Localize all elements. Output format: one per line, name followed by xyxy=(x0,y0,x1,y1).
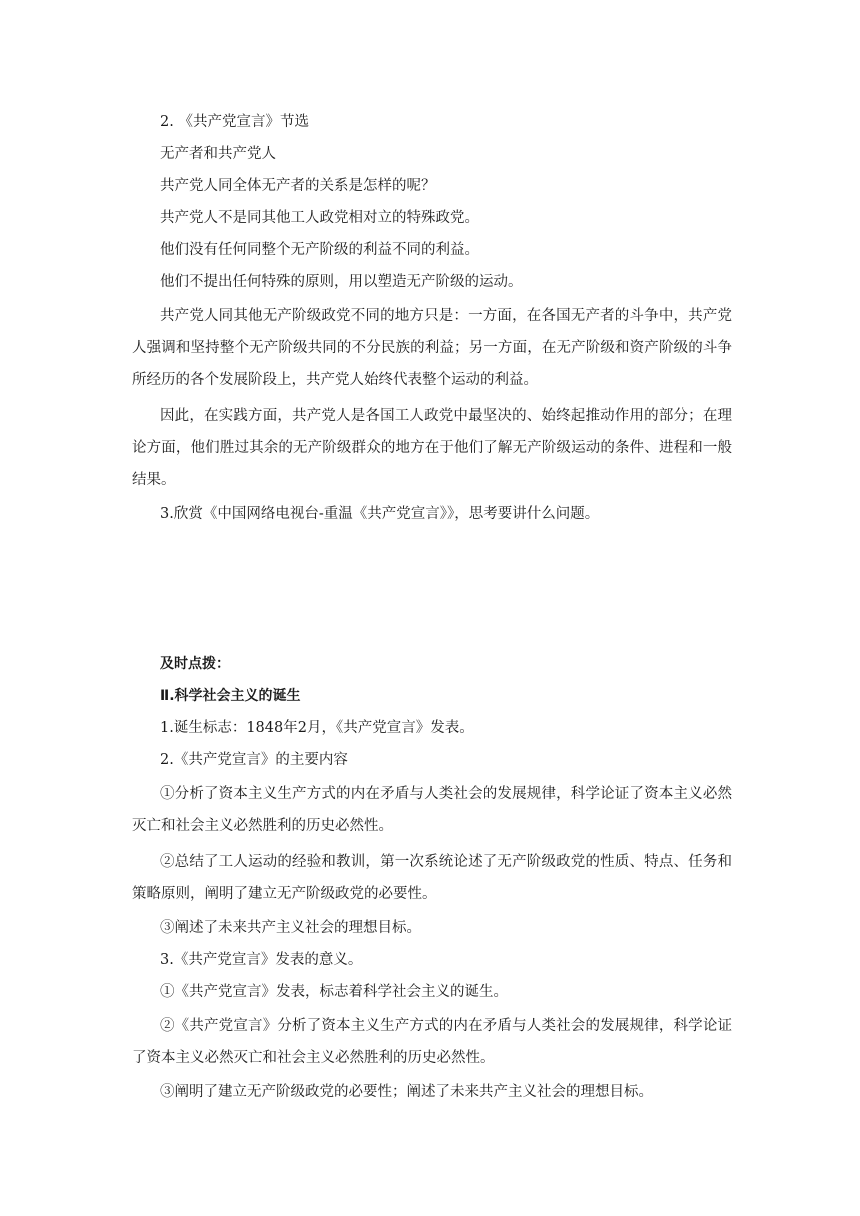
tip-heading: 及时点拨： xyxy=(160,656,230,672)
list-item: ②总结了工人运动的经验和教训，第一次系统论述了无产阶级政党的性质、特点、任务和策略原则，阐明了建立无产阶级政党的必要性。 xyxy=(132,854,732,902)
tips-section xyxy=(132,650,732,1110)
list-item: ③阐明了建立无产阶级政党的必要性；阐述了未来共产主义社会的理想目标。 xyxy=(160,1084,653,1100)
list-item: ②《共产党宣言》分析了资本主义生产方式的内在矛盾与人类社会的发展规律，科学论证了资本主义必然灭亡和社会主义必然胜利的历史必然性。 xyxy=(132,1018,732,1066)
paragraph: 他们不提出任何特殊的原则，用以塑造无产阶级的运动。 xyxy=(160,274,523,290)
list-item: 2.《共产党宣言》的主要内容 xyxy=(160,752,348,768)
excerpt-title: 2. 《共产党宣言》节选 xyxy=(160,114,309,130)
excerpt-subtitle: 无产者和共产党人 xyxy=(160,146,276,162)
list-item: ①分析了资本主义生产方式的内在矛盾与人类社会的发展规律，科学论证了资本主义必然灭亡和社会主义必然胜利的历史必然性。 xyxy=(132,786,732,834)
list-item: ①《共产党宣言》发表，标志着科学社会主义的诞生。 xyxy=(160,984,508,1000)
paragraph: 共产党人不是同其他工人政党相对立的特殊政党。 xyxy=(160,210,479,226)
list-item: ③阐述了未来共产主义社会的理想目标。 xyxy=(160,920,421,936)
section-heading: Ⅱ.科学社会主义的诞生 xyxy=(160,688,301,704)
paragraph: 他们没有任何同整个无产阶级的利益不同的利益。 xyxy=(160,242,479,258)
list-item: 3.《共产党宣言》发表的意义。 xyxy=(160,952,363,968)
question-item: 3.欣赏《中国网络电视台-重温《共产党宣言》》，思考要讲什么问题。 xyxy=(160,506,600,522)
list-item: 1.诞生标志：1848年2月，《共产党宣言》发表。 xyxy=(160,720,474,736)
paragraph: 因此，在实践方面，共产党人是各国工人政党中最坚决的、始终起推动作用的部分；在理论方面，他们胜过其余的无产阶级群众的地方在于他们了解无产阶级运动的条件、进程和一般结果。 xyxy=(132,408,732,488)
paragraph: 共产党人同其他无产阶级政党不同的地方只是：一方面，在各国无产者的斗争中，共产党人强调和坚持整个无产阶级共同的不分民族的利益；另一方面，在无产阶级和资产阶级的斗争所经历的各个发展阶段上，共产党人始终代表整个运动的利益。 xyxy=(132,308,732,388)
paragraph: 共产党人同全体无产者的关系是怎样的呢？ xyxy=(160,178,436,194)
excerpt-section xyxy=(132,108,732,532)
